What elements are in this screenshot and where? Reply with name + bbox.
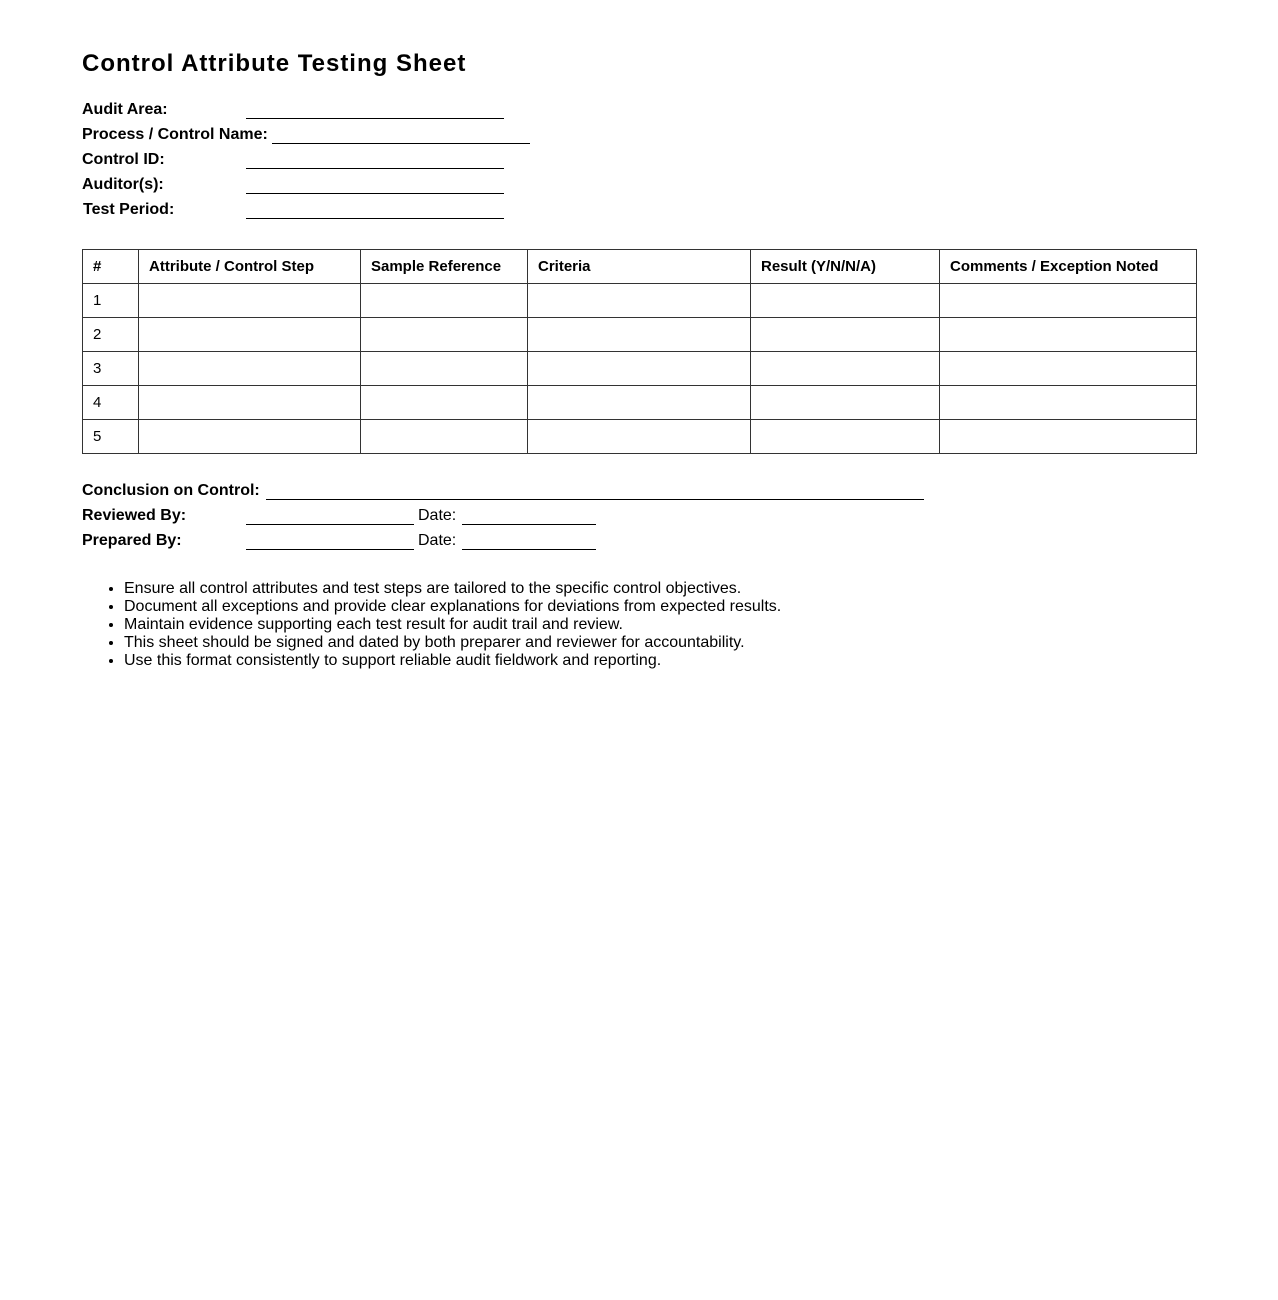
comments-cell[interactable] [940, 352, 1197, 386]
column-header-sample-reference: Sample Reference [361, 250, 528, 284]
audit-area-field[interactable] [246, 102, 504, 119]
sample-reference-cell[interactable] [361, 386, 528, 420]
criteria-cell[interactable] [528, 318, 751, 352]
column-header-result: Result (Y/N/N/A) [751, 250, 940, 284]
prepared-by-label: Prepared By: [82, 532, 182, 549]
column-header-number: # [83, 250, 139, 284]
prepared-date-field[interactable] [462, 533, 596, 550]
process-control-name-row [82, 119, 1196, 144]
control-id-row [82, 144, 1196, 169]
conclusion-field[interactable] [266, 483, 924, 500]
attribute-cell[interactable] [139, 420, 361, 454]
attribute-cell[interactable] [139, 352, 361, 386]
attribute-cell[interactable] [139, 284, 361, 318]
sample-reference-cell[interactable] [361, 318, 528, 352]
page-title: Control Attribute Testing Sheet [82, 50, 467, 77]
prepared-by-row [82, 525, 1196, 550]
row-number: 2 [83, 318, 139, 352]
column-header-criteria: Criteria [528, 250, 751, 284]
row-number: 5 [83, 420, 139, 454]
result-cell[interactable] [751, 420, 940, 454]
comments-cell[interactable] [940, 318, 1197, 352]
prepared-date-label: Date: [418, 532, 457, 549]
header-fields [82, 94, 1196, 219]
audit-area-row [82, 94, 1196, 119]
table-header-row [83, 250, 1197, 284]
row-number: 4 [83, 386, 139, 420]
sample-reference-cell[interactable] [361, 420, 528, 454]
table-row [83, 386, 1197, 420]
column-header-comments: Comments / Exception Noted [940, 250, 1197, 284]
reviewed-date-label: Date: [418, 507, 457, 524]
testing-sheet [82, 48, 1196, 670]
sample-reference-cell[interactable] [361, 352, 528, 386]
criteria-cell[interactable] [528, 386, 751, 420]
reviewed-by-row [82, 500, 1196, 525]
prepared-by-field[interactable] [246, 533, 414, 550]
table-row [83, 318, 1197, 352]
signoff-section [82, 475, 1196, 550]
auditors-row [82, 169, 1196, 194]
attribute-test-table [82, 249, 1197, 454]
control-id-field[interactable] [246, 152, 504, 169]
table-row [83, 420, 1197, 454]
attribute-cell[interactable] [139, 318, 361, 352]
guidance-notes [82, 580, 1196, 670]
comments-cell[interactable] [940, 386, 1197, 420]
comments-cell[interactable] [940, 420, 1197, 454]
control-id-label: Control ID: [82, 151, 165, 168]
criteria-cell[interactable] [528, 284, 751, 318]
test-period-label: Test Period: [83, 201, 175, 218]
auditors-field[interactable] [246, 177, 504, 194]
result-cell[interactable] [751, 284, 940, 318]
table-row [83, 284, 1197, 318]
reviewed-by-label: Reviewed By: [82, 507, 187, 524]
attribute-cell[interactable] [139, 386, 361, 420]
auditors-label: Auditor(s): [82, 176, 164, 193]
list-item: • This sheet should be signed and dated by both preparer and reviewer for accountability. [124, 634, 1196, 652]
list-item: • Use this format consistently to support reliable audit fieldwork and reporting. [124, 652, 1196, 670]
sample-reference-cell[interactable] [361, 284, 528, 318]
row-number: 3 [83, 352, 139, 386]
criteria-cell[interactable] [528, 420, 751, 454]
result-cell[interactable] [751, 352, 940, 386]
row-number: 1 [83, 284, 139, 318]
reviewed-date-field[interactable] [462, 508, 596, 525]
comments-cell[interactable] [940, 284, 1197, 318]
test-period-field[interactable] [246, 202, 504, 219]
process-control-name-field[interactable] [272, 127, 530, 144]
result-cell[interactable] [751, 386, 940, 420]
list-item: • Ensure all control attributes and test steps are tailored to the specific control objectives. [124, 580, 1196, 598]
reviewed-by-field[interactable] [246, 508, 414, 525]
conclusion-label: Conclusion on Control: [82, 482, 260, 499]
table-row [83, 352, 1197, 386]
column-header-attribute: Attribute / Control Step [139, 250, 361, 284]
result-cell[interactable] [751, 318, 940, 352]
audit-area-label: Audit Area: [82, 101, 168, 118]
list-item: • Document all exceptions and provide clear explanations for deviations from expected results. [124, 598, 1196, 616]
process-control-name-label: Process / Control Name: [82, 126, 268, 143]
criteria-cell[interactable] [528, 352, 751, 386]
list-item: • Maintain evidence supporting each test result for audit trail and review. [124, 616, 1196, 634]
conclusion-row [82, 475, 1196, 500]
test-period-row [82, 194, 1196, 219]
